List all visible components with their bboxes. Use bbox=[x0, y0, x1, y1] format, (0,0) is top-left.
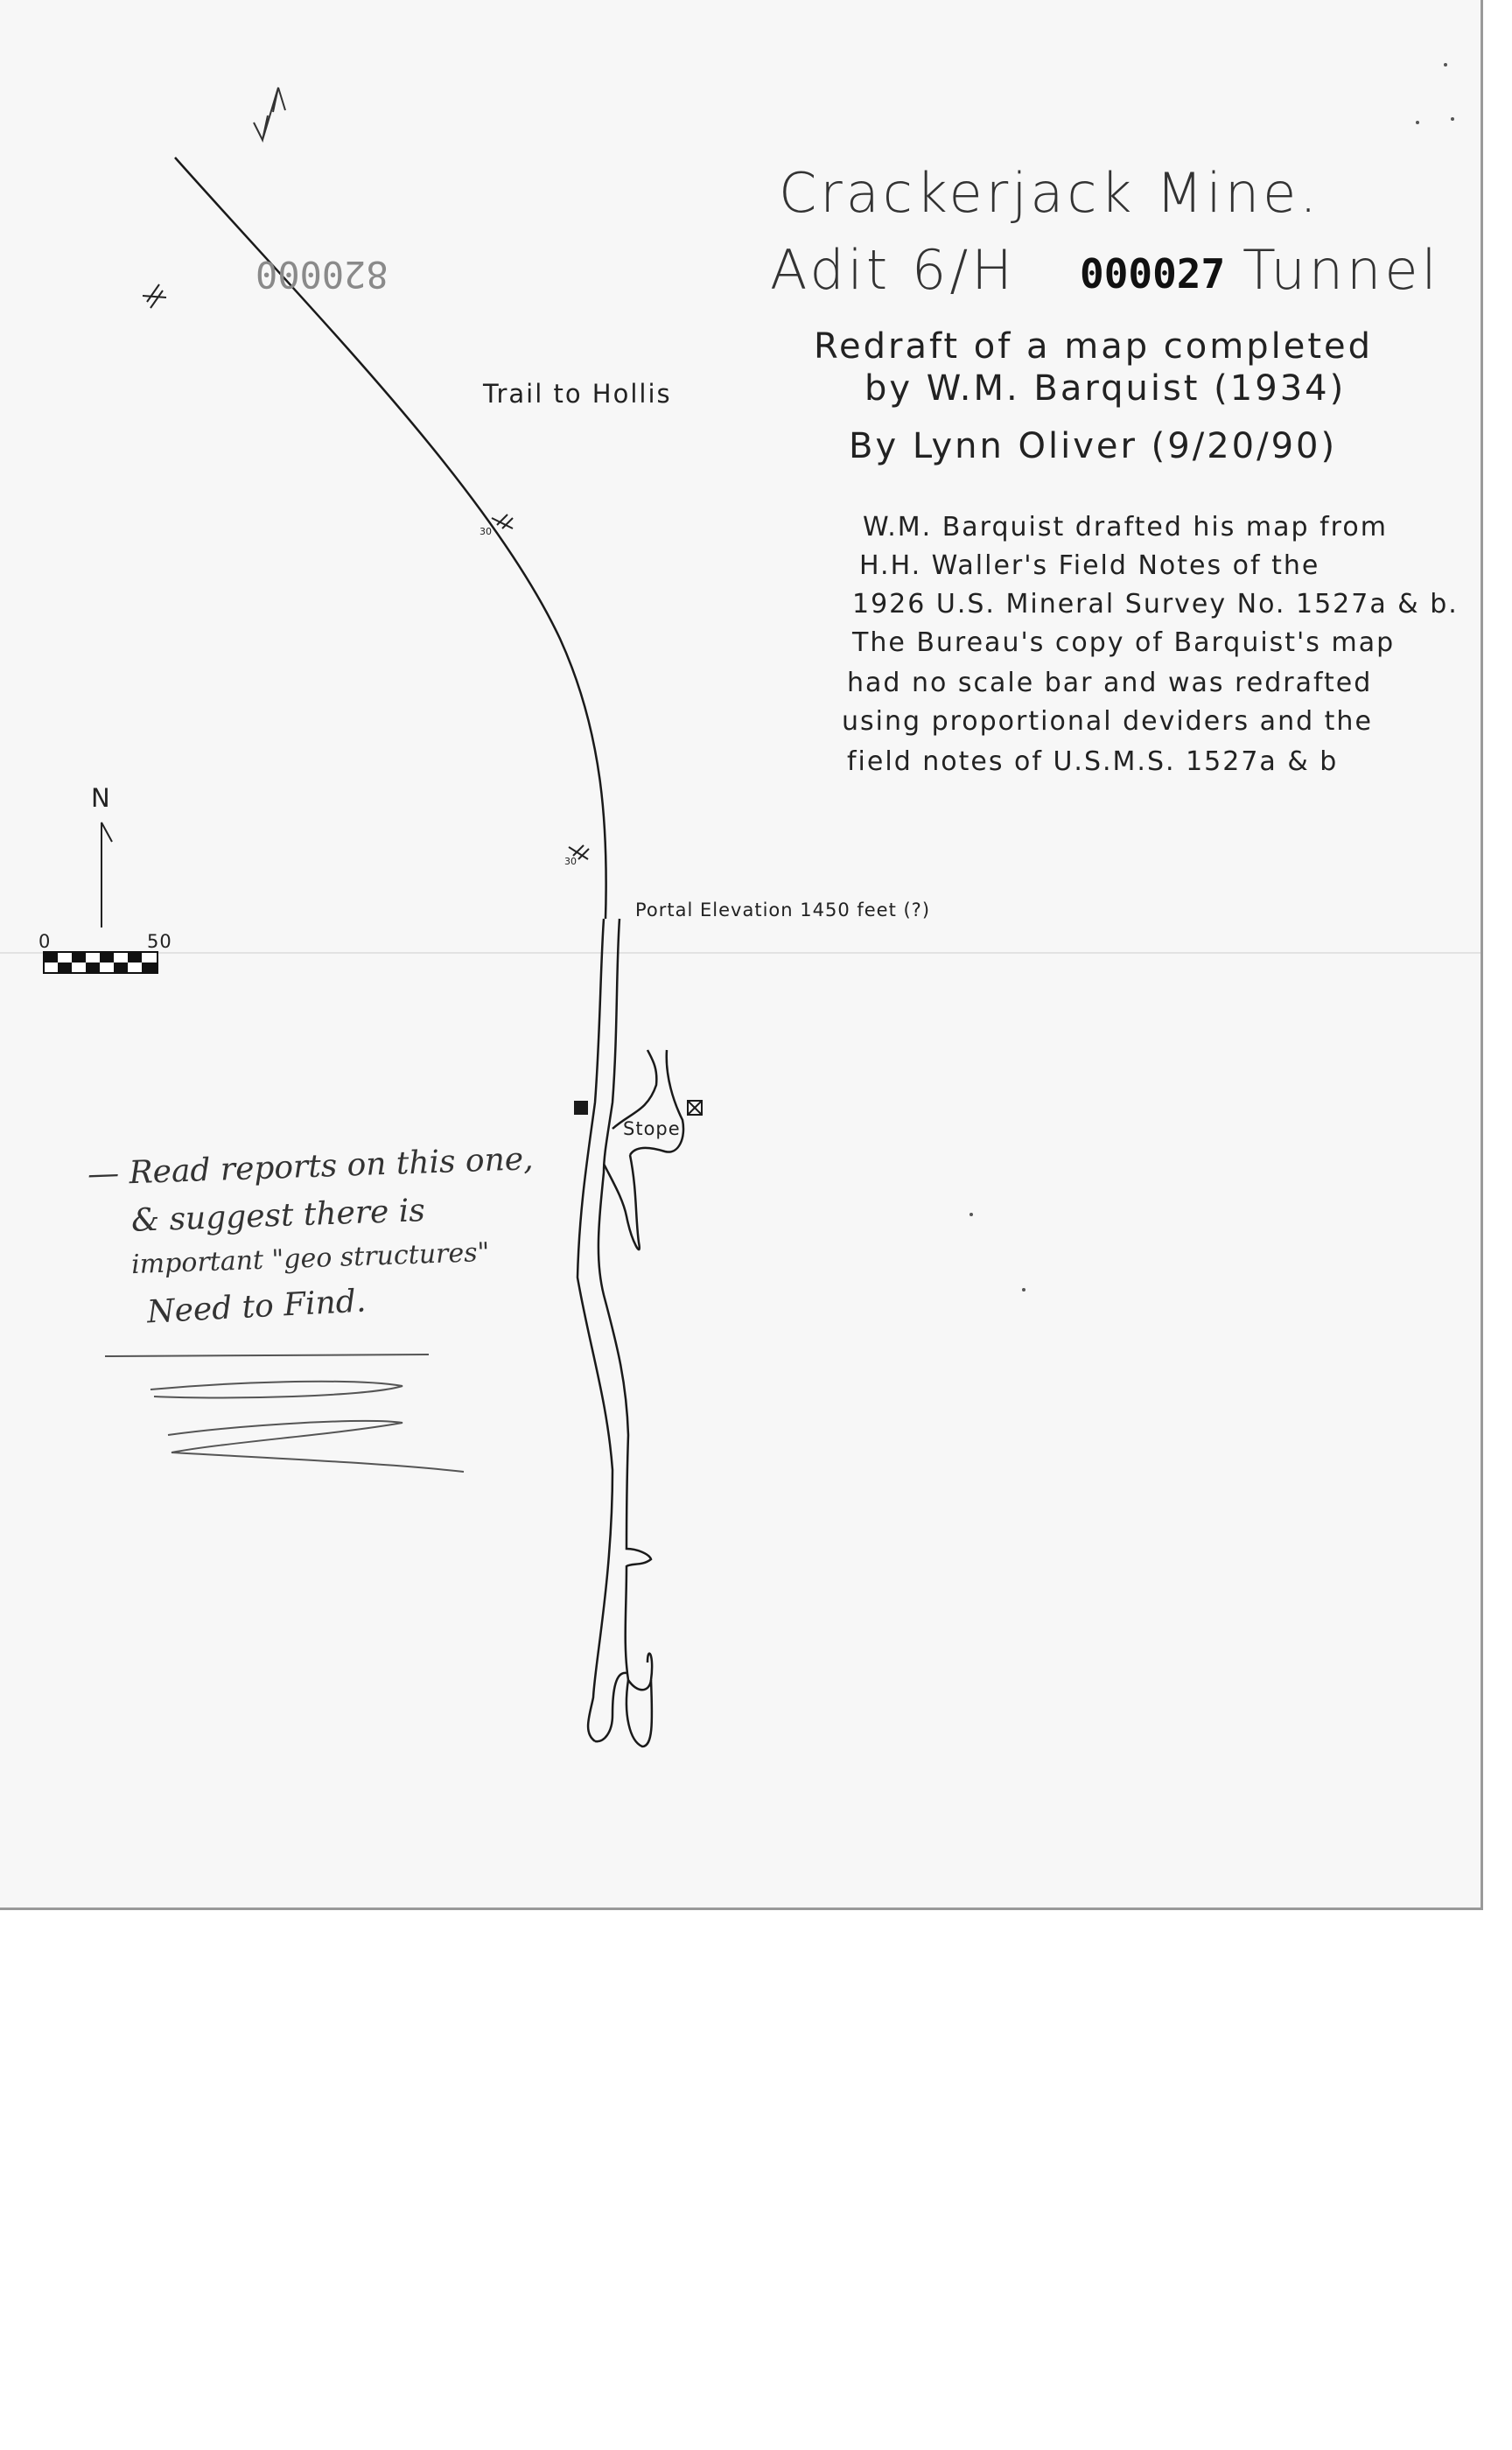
note-line: W.M. Barquist drafted his map from bbox=[863, 512, 1388, 542]
map-title-line2-left: Adit 6/H bbox=[770, 238, 1016, 302]
adit-tunnel-outline bbox=[578, 919, 683, 1746]
note-line: field notes of U.S.M.S. 1527a & b bbox=[847, 746, 1339, 777]
scale-start-label: 0 bbox=[38, 931, 52, 952]
handwritten-note-line: — Read reports on this one, bbox=[87, 1141, 535, 1193]
dip-value-label: 30 bbox=[564, 856, 577, 867]
strike-dip-symbol-icon bbox=[492, 514, 513, 528]
note-line: using proportional deviders and the bbox=[842, 706, 1373, 737]
handwritten-note-line: & suggest there is bbox=[130, 1193, 426, 1239]
handwritten-note-line: important "geo structures" bbox=[130, 1236, 490, 1281]
scale-bar bbox=[44, 952, 158, 973]
strike-dip-symbol-icon bbox=[143, 284, 166, 308]
scale-end-label: 50 bbox=[147, 931, 172, 952]
portal-elevation-label: Portal Elevation 1450 feet (?) bbox=[635, 900, 931, 920]
handwritten-note-line: Need to Find. bbox=[146, 1283, 368, 1331]
subtitle-line2: by W.M. Barquist (1934) bbox=[864, 368, 1347, 409]
note-line: H.H. Waller's Field Notes of the bbox=[859, 550, 1320, 581]
document-number-stamp: 000027 bbox=[1080, 250, 1226, 298]
portal-marker-icon bbox=[574, 1101, 588, 1115]
bleed-through-stamp: 820000 bbox=[256, 253, 388, 296]
north-arrow-icon bbox=[102, 822, 112, 928]
north-label: N bbox=[91, 783, 112, 813]
subtitle-line1: Redraft of a map completed bbox=[814, 326, 1374, 367]
top-north-arrow-icon bbox=[254, 88, 285, 140]
dip-value-label: 30 bbox=[480, 526, 492, 537]
stope-label: Stope bbox=[623, 1118, 681, 1139]
stope-marker-icon bbox=[688, 1101, 702, 1115]
map-title-line2-right: Tunnel bbox=[1242, 238, 1440, 302]
author-line: By Lynn Oliver (9/20/90) bbox=[849, 426, 1338, 466]
note-line: 1926 U.S. Mineral Survey No. 1527a & b. bbox=[852, 589, 1459, 620]
trail-path bbox=[175, 158, 606, 919]
note-line: The Bureau's copy of Barquist's map bbox=[852, 627, 1396, 658]
trail-label: Trail to Hollis bbox=[483, 379, 672, 409]
note-line: had no scale bar and was redrafted bbox=[847, 668, 1373, 698]
map-title-line1: Crackerjack Mine. bbox=[779, 161, 1320, 225]
pencil-scribble bbox=[105, 1354, 464, 1472]
